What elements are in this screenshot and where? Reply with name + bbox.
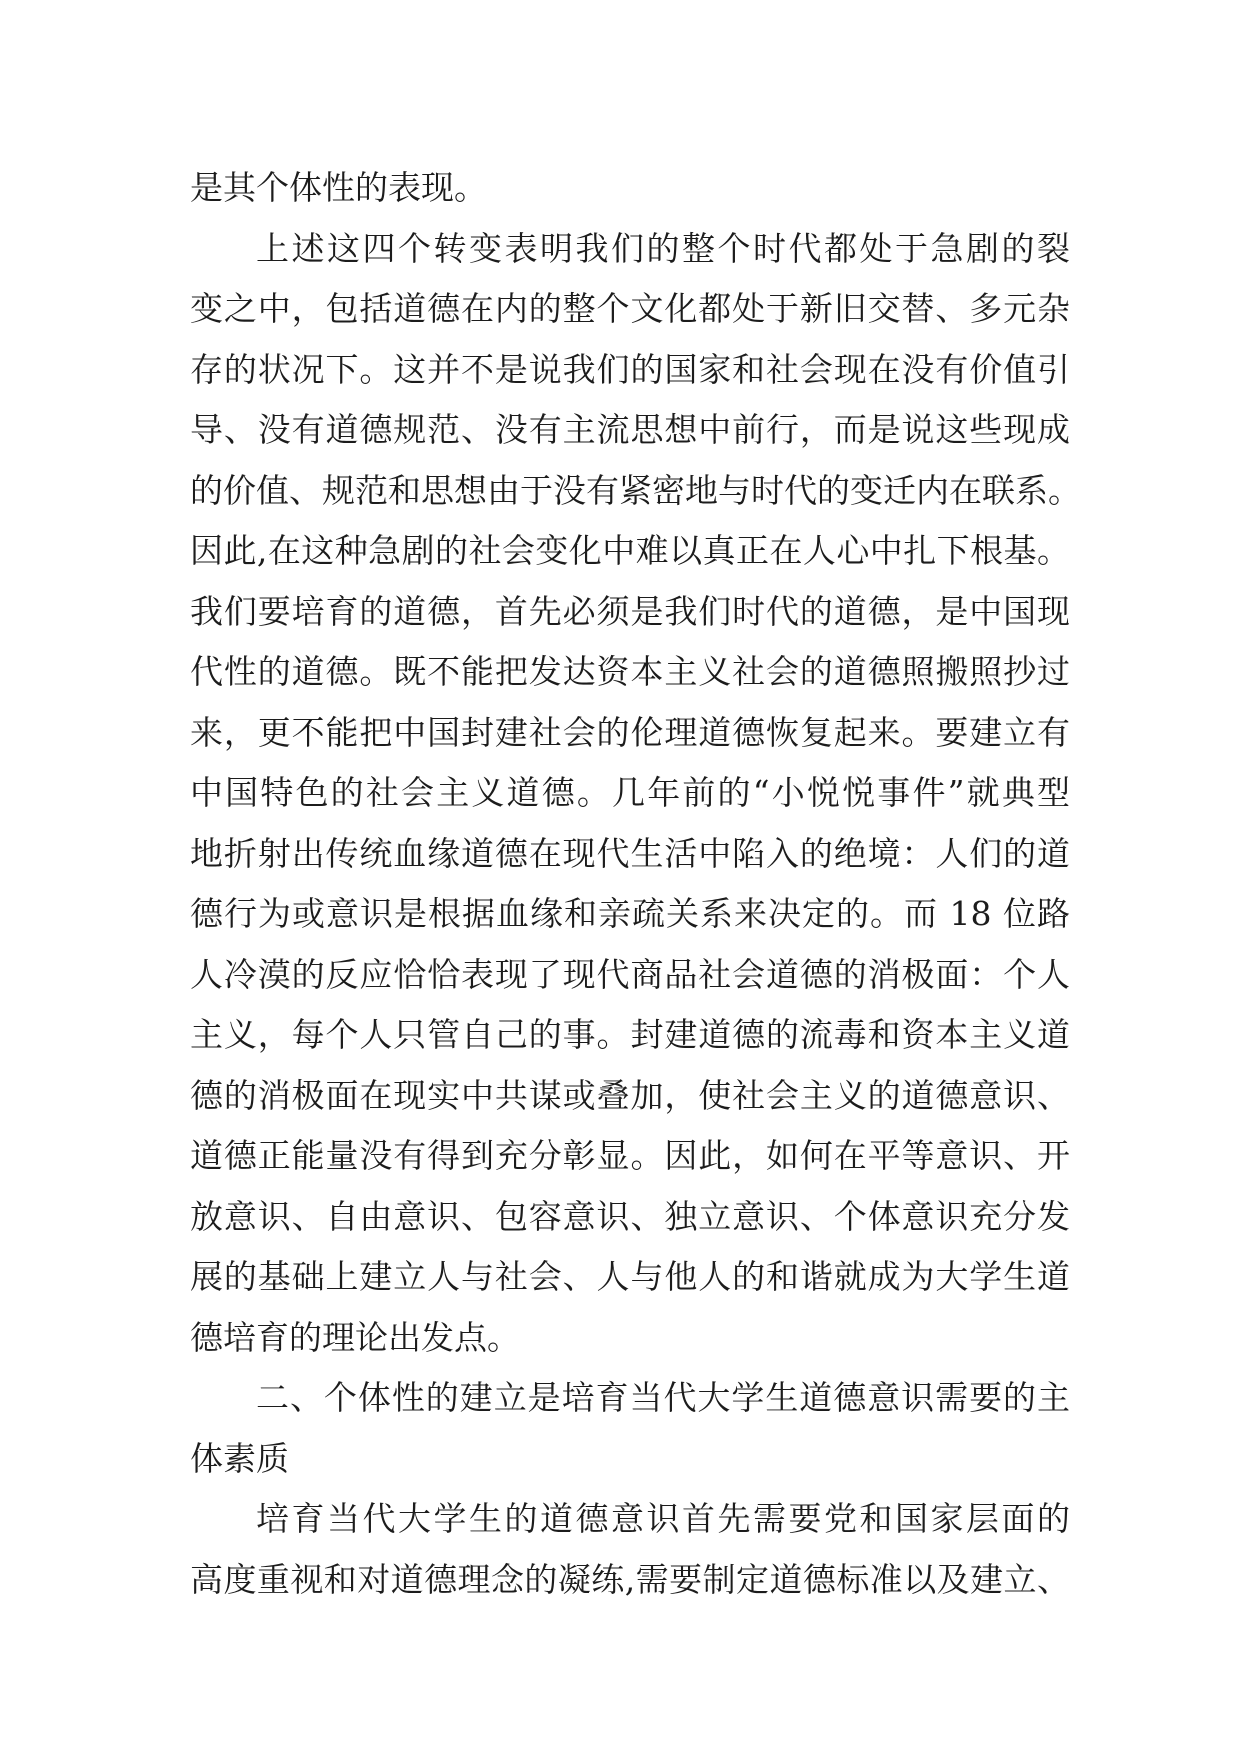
text-line: 中国特色的社会主义道德。几年前的“小悦悦事件”就典型 [190,773,1070,812]
text-line: 地折射出传统血缘道德在现代生活中陷入的绝境：人们的道 [190,833,1070,873]
paragraph-first-line: 上述这四个转变表明我们的整个时代都处于急剧的裂 [256,228,1070,268]
text-line: 的价值、规范和思想由于没有紧密地与时代的变迁内在联系。 [190,470,1081,510]
text-line: 高度重视和对道德理念的凝练,需要制定道德标准以及建立、 [190,1559,1070,1599]
text-line: 因此,在这种急剧的社会变化中难以真正在人心中扎下根基。 [190,531,1070,570]
paragraph-first-line: 培育当代大学生的道德意识首先需要党和国家层面的 [256,1499,1070,1538]
text-line: 我们要培育的道德，首先必须是我们时代的道德，是中国现 [190,591,1070,631]
text-line: 变之中，包括道德在内的整个文化都处于新旧交替、多元杂 [190,289,1070,328]
text-line: 德培育的理论出发点。 [190,1317,520,1357]
text-line: 德行为或意识是根据血缘和亲疏关系来决定的。而 18 位路 [190,894,1070,933]
text-line: 道德正能量没有得到充分彰显。因此，如何在平等意识、开 [190,1136,1070,1175]
body-text [190,158,1081,1610]
text-line: 代性的道德。既不能把发达资本主义社会的道德照搬照抄过 [190,652,1070,691]
text-line: 德的消极面在现实中共谋或叠加，使社会主义的道德意识、 [190,1075,1070,1115]
section-heading-line: 体素质 [190,1438,289,1478]
text-line: 放意识、自由意识、包容意识、独立意识、个体意识充分发 [190,1196,1070,1236]
text-line: 展的基础上建立人与社会、人与他人的和谐就成为大学生道 [190,1257,1070,1296]
text-line: 主义，每个人只管自己的事。封建道德的流毒和资本主义道 [190,1015,1070,1054]
text-line: 是其个体性的表现。 [190,168,487,207]
text-line: 人冷漠的反应恰恰表现了现代商品社会道德的消极面：个人 [190,954,1070,994]
text-line: 来，更不能把中国封建社会的伦理道德恢复起来。要建立有 [190,712,1070,752]
text-line: 导、没有道德规范、没有主流思想中前行，而是说这些现成 [190,410,1070,449]
section-heading-line: 二、个体性的建立是培育当代大学生道德意识需要的主 [256,1378,1070,1417]
text-line: 存的状况下。这并不是说我们的国家和社会现在没有价值引 [190,349,1070,389]
